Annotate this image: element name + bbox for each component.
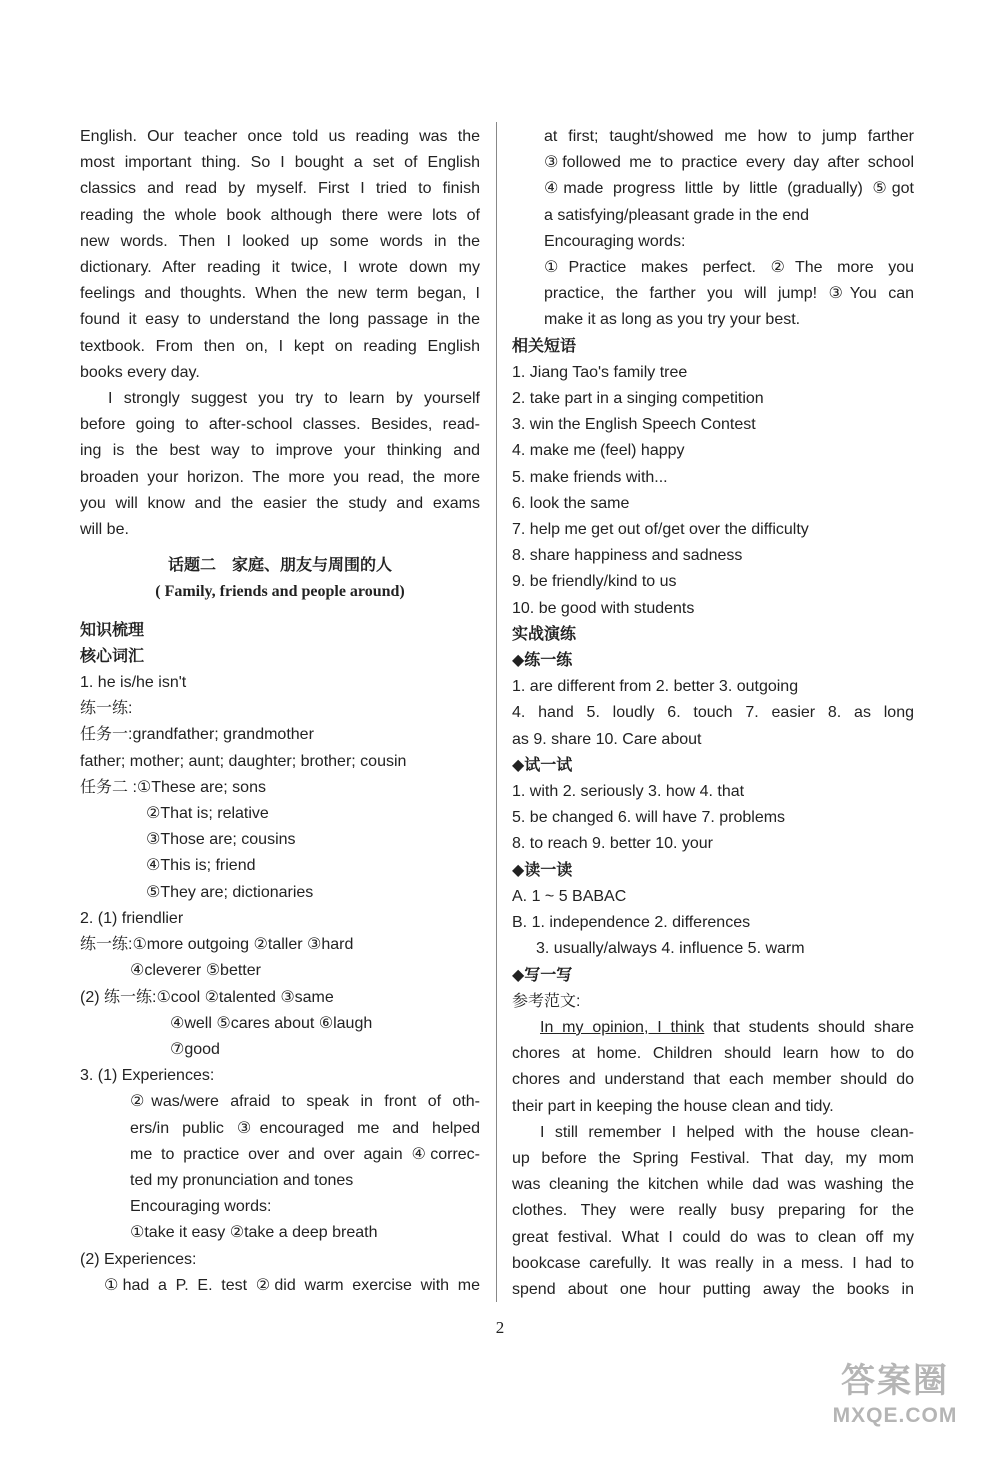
answer-line: 5. be changed 6. will have 7. problems (512, 809, 786, 827)
answer-line: me to practice over and over again ④correc- (130, 1145, 480, 1163)
answer-line: ③Those are; cousins (146, 831, 296, 849)
text-line: before going to after-school classes. Besides, read- (80, 416, 480, 434)
underlined-phrase: In my opinion, I think (540, 1018, 705, 1036)
answer-line: 1. with 2. seriously 3. how 4. that (512, 783, 745, 801)
answer-line: 任务一:grandfather; grandmother (80, 726, 314, 744)
answer-line: practice, the farther you will jump! ③You can (544, 285, 914, 303)
essay-first-line (512, 1015, 914, 1041)
answer-line: 练一练:①more outgoing ②taller ③hard (80, 936, 354, 954)
watermark-url: MXQE.COM (832, 1404, 958, 1427)
text-line: books every day. (80, 363, 200, 381)
essay-line: chores and understand that each member should do (512, 1071, 914, 1089)
essay-line: up before the Spring Festival. That day, my mom (512, 1149, 914, 1167)
section-heading: 实战演练 (512, 625, 577, 643)
answer-line: ①take it easy ②take a deep breath (130, 1224, 378, 1242)
text-line: will be. (80, 521, 129, 539)
essay-line: was cleaning the kitchen while dad was washing the (512, 1176, 914, 1194)
answer-line: ④This is; friend (146, 857, 256, 875)
essay-line: bookcase carefully. It was really in a mess. I had to (512, 1254, 914, 1272)
phrase-item: 3. win the English Speech Contest (512, 416, 756, 434)
text-line: classics and read by myself. First I tried to finish (80, 180, 480, 198)
phrase-item: 2. take part in a singing competition (512, 390, 764, 408)
answer-line: 3. usually/always 4. influence 5. warm (536, 940, 805, 958)
section-heading: 相关短语 (512, 337, 577, 355)
answer-line: ②That is; relative (146, 805, 269, 823)
text-line: you will know and the easier the study and exams (80, 494, 480, 512)
section-heading: 核心词汇 (80, 647, 145, 665)
phrase-item: 8. share happiness and sadness (512, 547, 743, 565)
answer-line: ⑤They are; dictionaries (146, 883, 314, 901)
text-line: I strongly suggest you try to learn by yourself (108, 390, 480, 408)
page-number: 2 (495, 1318, 505, 1337)
section-heading: 知识梳理 (80, 621, 145, 639)
phrase-item: 7. help me get out of/get over the difficulty (512, 521, 809, 539)
answer-line: 1. he is/he isn't (80, 674, 187, 692)
answer-line: father; mother; aunt; daughter; brother; cousin (80, 752, 407, 770)
text-line: reading the whole book although there were lots of (80, 206, 480, 224)
text-line: found it easy to understand the long passage in the (80, 311, 480, 329)
left-column (80, 124, 480, 1299)
answer-line: ①had a P. E. test ②did warm exercise with me (104, 1276, 480, 1294)
subsection-heading: ◆试一试 (512, 756, 573, 774)
answer-line: ④cleverer ⑤better (130, 962, 261, 980)
phrase-item: 4. make me (feel) happy (512, 442, 685, 460)
column-divider (496, 122, 497, 1302)
text-span: that students should share (704, 1018, 914, 1036)
text-line: dictionary. After reading it twice, I wrote down my (80, 259, 480, 277)
answer-line: 4. hand 5. loudly 6. touch 7. easier 8. as long (512, 704, 914, 722)
answer-line: Encouraging words: (544, 232, 686, 250)
text-line: broaden your horizon. The more you read, the more (80, 468, 480, 486)
subsection-heading: ◆读一读 (512, 861, 573, 879)
text-line: most important thing. So I bought a set of English (80, 154, 480, 172)
watermark-logo (810, 1358, 980, 1446)
answer-line: ①Practice makes perfect. ②The more you (544, 259, 914, 277)
spacer (80, 606, 480, 618)
answer-line: at first; taught/showed me how to jump farther (544, 128, 914, 145)
text-line: new words. Then I looked up some words in the (80, 232, 480, 250)
sample-essay-title: 参考范文: (512, 992, 581, 1010)
essay-line: their part in keeping the house clean and tidy. (512, 1097, 834, 1115)
text-line: ing is the best way to improve your thinking and (80, 442, 480, 460)
essay-line: chores at home. Children should learn how to do (512, 1045, 914, 1063)
text-line: English. Our teacher once told us reading was the (80, 128, 480, 145)
answer-line: 8. to reach 9. better 10. your (512, 835, 714, 853)
answer-line: A. 1 ~ 5 BABAC (512, 887, 627, 905)
answer-line: (2) 练一练:①cool ②talented ③same (80, 988, 334, 1006)
phrase-item: 1. Jiang Tao's family tree (512, 363, 688, 381)
topic-title-en: ( Family, friends and people around) (155, 583, 405, 601)
phrase-item: 10. be good with students (512, 599, 695, 617)
answer-line: ④made progress little by little (gradually) ⑤got (544, 180, 914, 198)
answer-line: ted my pronunciation and tones (130, 1171, 354, 1189)
answer-line: ③followed me to practice every day after school (544, 154, 914, 172)
answer-line: 2. (1) friendlier (80, 909, 184, 927)
right-column (512, 124, 914, 1303)
answer-line: Encouraging words: (130, 1198, 272, 1216)
subsection-heading: ◆写一写 (512, 966, 573, 984)
text-line: feelings and thoughts. When the new term began, I (80, 285, 480, 303)
subsection-heading: ◆练一练 (512, 652, 573, 670)
answer-line: a satisfying/pleasant grade in the end (544, 206, 810, 224)
answer-line: ②was/were afraid to speak in front of oth- (130, 1093, 480, 1111)
answer-line: 任务二 :①These are; sons (80, 778, 266, 796)
phrase-item: 5. make friends with... (512, 468, 668, 486)
answer-line: B. 1. independence 2. differences (512, 914, 751, 932)
essay-line: great festival. What I could do was to clean off my (512, 1228, 914, 1246)
phrase-item: 6. look the same (512, 494, 630, 512)
answer-line: (2) Experiences: (80, 1250, 197, 1268)
answer-line: make it as long as you try your best. (544, 311, 801, 329)
answer-line: ④well ⑤cares about ⑥laugh (170, 1014, 373, 1032)
answer-line: 1. are different from 2. better 3. outgoing (512, 678, 799, 696)
essay-line: clothes. They were really busy preparing for the (512, 1202, 914, 1220)
answer-line: 3. (1) Experiences: (80, 1067, 215, 1085)
answer-line: as 9. share 10. Care about (512, 730, 702, 748)
essay-line: I still remember I helped with the house clean- (540, 1123, 914, 1141)
text-line: textbook. From then on, I kept on reading English (80, 337, 480, 355)
watermark-logo-text: 答案圈 (841, 1362, 949, 1400)
answer-line: ers/in public ③encouraged me and helped (130, 1119, 480, 1137)
phrase-item: 9. be friendly/kind to us (512, 573, 677, 591)
topic-title-cn: 话题二 家庭、朋友与周围的人 (167, 557, 392, 575)
answer-line: 练一练: (80, 700, 133, 718)
essay-line: spend about one hour putting away the books in (512, 1280, 914, 1298)
answer-line: ⑦good (170, 1040, 220, 1058)
